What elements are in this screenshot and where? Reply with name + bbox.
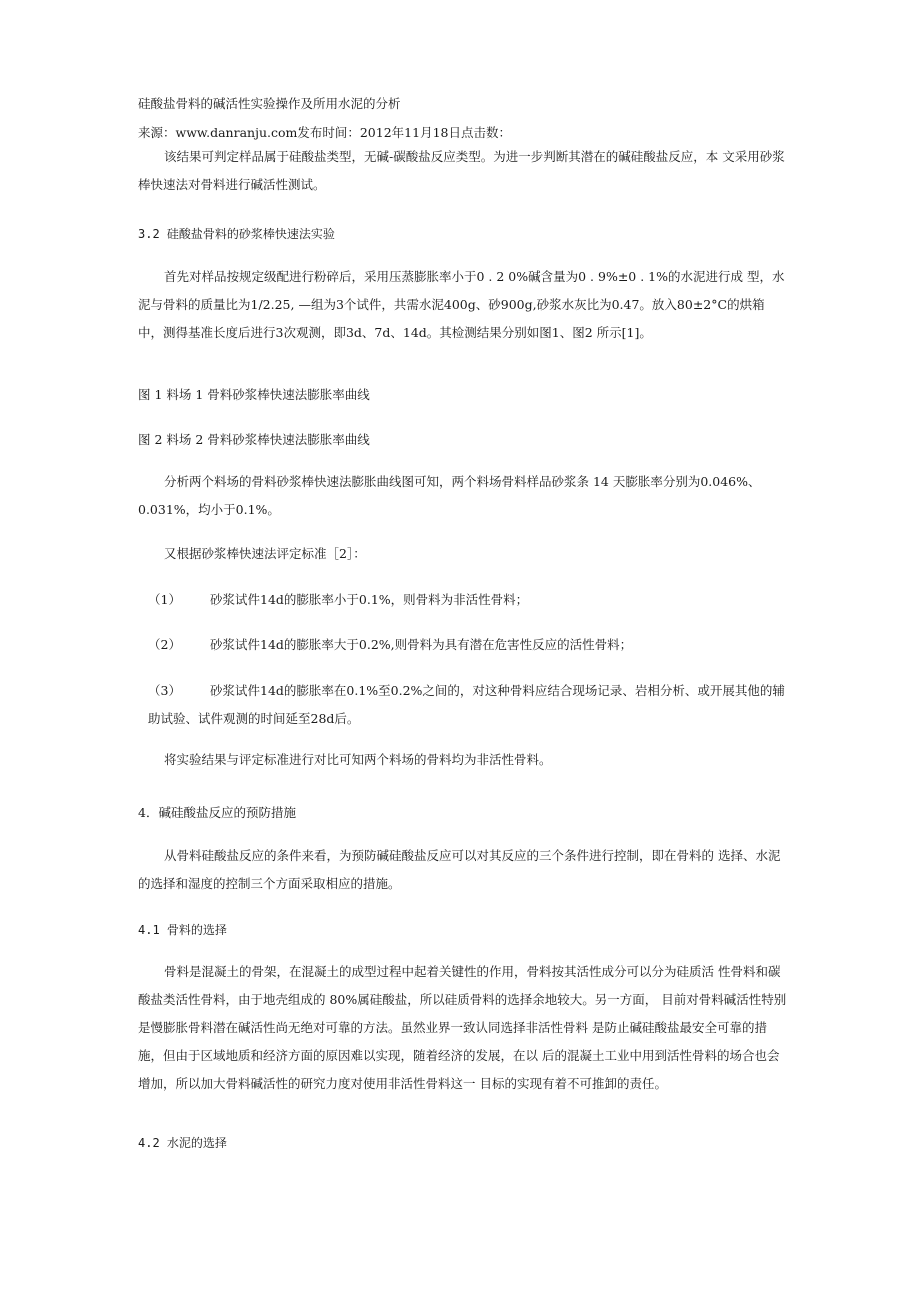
- figure-caption-1: 图 1 料场 1 骨料砂浆棒快速法膨胀率曲线: [138, 387, 370, 402]
- paragraph-method: [138, 263, 788, 347]
- document-title: 硅酸盐骨料的碱活性实验操作及所用水泥的分析: [138, 96, 401, 111]
- criterion-text: 砂浆试件14d的膨胀率在0.1%至0.2%之间的，对这种骨料应结合现场记录、岩相分析、或开展其他的辅助试验、试件观测的时间延至28d后。: [148, 683, 785, 726]
- criterion-number: （2）: [148, 637, 181, 652]
- paragraph-standard-intro-text: 又根据砂浆棒快速法评定标准［2］：: [164, 546, 366, 561]
- paragraph-aggregate-selection: [138, 958, 788, 1098]
- criterion-text: 砂浆试件14d的膨胀率小于0.1%，则骨料为非活性骨料；: [210, 592, 529, 607]
- section-heading-3-2: 3.2 硅酸盐骨料的砂浆棒快速法实验: [138, 227, 335, 241]
- criterion-number: （1）: [148, 592, 181, 607]
- paragraph-aggregate-selection-text: 骨料是混凝土的骨架，在混凝土的成型过程中起着关键性的作用，骨料按其活性成分可以分为硅质活 性骨料和碳酸盐类活性骨料，由于地壳组成的 80%属硅酸盐，所以硅质骨料的选择余地较大。另一方面， 目前对骨料碱活性特别是慢膨胀骨料潜在碱活性尚无绝对可靠的方法。虽然业界一致认同选择非活性骨料 是防止碱硅酸盐最安全可靠的措施，但由于区域地质和经济方面的原因难以实现，随着经济的发展，在以 后的混凝土工业中用到活性骨料的场合也会增加，所以加大骨料碱活性的研究力度对使用非活性骨料这一 目标的实现有着不可推卸的责任。: [138, 964, 787, 1091]
- criterion-text: 砂浆试件14d的膨胀率大于0.2%,则骨料为具有潜在危害性反应的活性骨料；: [210, 637, 633, 652]
- paragraph-conclusion-text: 将实验结果与评定标准进行对比可知两个料场的骨料均为非活性骨料。: [164, 752, 552, 767]
- criterion-item-3: [148, 677, 788, 733]
- paragraph-analysis: [138, 468, 788, 524]
- paragraph-conclusion: [138, 746, 788, 774]
- source-line: 来源：www.danranju.com发布时间：2012年11月18日点击数：: [138, 125, 511, 140]
- criterion-item-2: [148, 631, 788, 659]
- criterion-item-1: [148, 586, 788, 614]
- paragraph-prevention: [138, 842, 788, 898]
- section-heading-4: 4．碱硅酸盐反应的预防措施: [138, 805, 296, 820]
- criterion-number: （3）: [148, 683, 181, 698]
- figure-caption-2: 图 2 料场 2 骨料砂浆棒快速法膨胀率曲线: [138, 432, 370, 447]
- paragraph-result: [138, 143, 788, 199]
- paragraph-method-text: 首先对样品按规定级配进行粉碎后，采用压蒸膨胀率小于0 . 2 0%碱含量为0 . 9%±0 . 1%的水泥进行成 型，水泥与骨料的质量比为1/2.25, —组为3个试件，共需水泥400g、砂900g,砂浆水灰比为0.47。放入80±2°C的烘箱中，测得基准长度后进行3次观测，即3d、7d、14d。其检测结果分别如图1、图2 所示[1]。: [138, 269, 785, 340]
- paragraph-analysis-text: 分析两个料场的骨料砂浆棒快速法膨胀曲线图可知，两个料场骨料样品砂浆条 14 天膨胀率分别为0.046%、 0.031%，均小于0.1%。: [138, 474, 761, 517]
- paragraph-prevention-text: 从骨料硅酸盐反应的条件来看，为预防碱硅酸盐反应可以对其反应的三个条件进行控制，即在骨料的 选择、水泥的选择和湿度的控制三个方面采取相应的措施。: [138, 848, 781, 891]
- section-heading-4-1: 4.1 骨料的选择: [138, 923, 227, 937]
- paragraph-standard-intro: [138, 540, 788, 568]
- paragraph-result-text: 该结果可判定样品属于硅酸盐类型，无碱-碳酸盐反应类型。为进一步判断其潜在的碱硅酸盐反应，本 文采用砂浆棒快速法对骨料进行碱活性测试。: [138, 149, 785, 192]
- section-heading-4-2: 4.2 水泥的选择: [138, 1136, 227, 1150]
